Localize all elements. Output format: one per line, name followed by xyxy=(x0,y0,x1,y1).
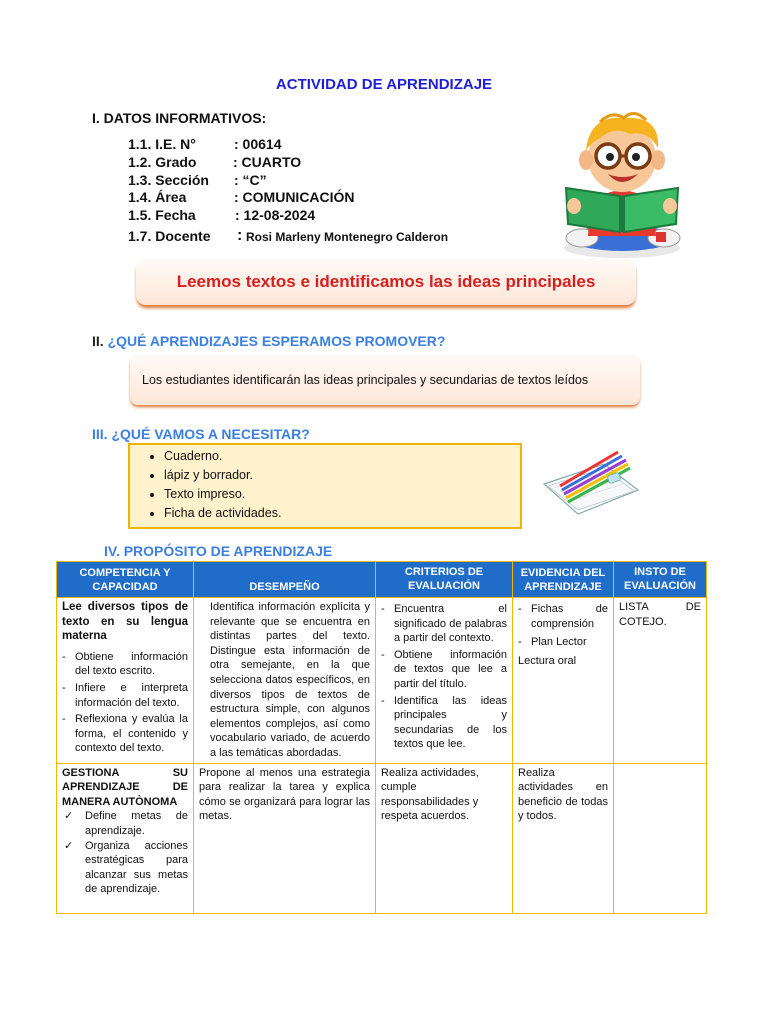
evidencia-cell: Realiza actividades en beneficio de todas y todos. xyxy=(513,763,614,913)
learning-goal-box xyxy=(130,355,640,405)
capacidades-list xyxy=(62,809,188,897)
info-label: 1.4. Área xyxy=(128,189,187,205)
notebook-pencils-illustration xyxy=(538,446,644,520)
document-title: ACTIVIDAD DE APRENDIZAJE xyxy=(275,76,493,93)
info-value: : “C” xyxy=(234,172,267,188)
info-label: 1.2. Grado xyxy=(128,154,197,170)
activity-title-banner: Leemos textos e identificamos las ideas principales xyxy=(136,259,636,305)
section-datos-heading: I. DATOS INFORMATIVOS: xyxy=(92,110,267,126)
materials-list xyxy=(130,447,520,523)
criterios-cell: Realiza actividades, cumple responsabilidades y respeta acuerdos. xyxy=(376,763,513,913)
header-instrumento: INSTO DE EVALUACIÓN xyxy=(614,562,707,598)
table-header-row xyxy=(57,562,707,598)
section-aprendizajes-heading xyxy=(92,333,445,349)
list-item: - Reflexiona y evalúa la forma, el contenido y contexto del texto. xyxy=(62,712,188,756)
section-proposito-heading: IV. PROPÓSITO DE APRENDIZAJE xyxy=(104,543,333,559)
section-title: ¿QUÉ APRENDIZAJES ESPERAMOS PROMOVER? xyxy=(107,333,446,349)
boy-reading-illustration xyxy=(560,108,684,260)
criterios-list xyxy=(381,602,507,752)
instrumento-cell: LISTA DE COTEJO. xyxy=(614,598,707,764)
list-item: - Obtiene información de textos que lee a partir del título. xyxy=(381,648,507,692)
competencia-cell xyxy=(57,598,194,764)
info-value: : COMUNICACIÓN xyxy=(234,189,355,205)
criterios-cell xyxy=(376,598,513,764)
header-competencia: COMPETENCIA Y CAPACIDAD xyxy=(57,562,194,598)
purpose-table xyxy=(56,561,707,914)
evidencias-list xyxy=(518,602,608,650)
header-criterios: CRITERIOS DE EVALUACIÓN xyxy=(376,562,513,598)
info-value: : CUARTO xyxy=(233,154,302,170)
evidencia-extra: Lectura oral xyxy=(518,654,577,667)
list-item: - Encuentra el significado de palabras a partir del contexto. xyxy=(381,602,507,646)
info-value: : 12-08-2024 xyxy=(235,207,316,223)
competencia-title: Lee diversos tipos de texto en su lengua materna xyxy=(62,601,188,643)
table-row xyxy=(57,763,707,913)
info-label: 1.5. Fecha xyxy=(128,207,196,223)
list-item: • Cuaderno. xyxy=(164,447,520,466)
list-item: - Infiere e interpreta información del texto. xyxy=(62,681,188,710)
info-value: Rosi Marleny Montenegro Calderon xyxy=(246,230,449,244)
header-evidencia: EVIDENCIA DEL APRENDIZAJE xyxy=(513,562,614,598)
list-item: - Plan Lector xyxy=(518,635,608,650)
competencia-cell xyxy=(57,763,194,913)
desempeno-cell: Identifica información explícita y relevante que se encuentra en distintas partes del texto. Distingue esta información de otra semejante, en la que selecciona datos específicos, en diversos tipos de textos de estructura simple, con algunos elementos complejos, así como vocabulario variado, de acuerdo a las temáticas abordadas. xyxy=(194,598,376,764)
info-value: : 00614 xyxy=(234,136,282,152)
table-row xyxy=(57,598,707,764)
header-desempeno: DESEMPEÑO xyxy=(194,562,376,598)
info-colon: : xyxy=(237,227,243,244)
section-title: ¿QUÉ VAMOS A NECESITAR? xyxy=(111,426,310,442)
instrumento-cell xyxy=(614,763,707,913)
section-number: II. xyxy=(92,333,104,349)
learning-goal-text: Los estudiantes identificarán las ideas principales y secundarias de textos leídos xyxy=(142,373,589,387)
capacidades-list xyxy=(62,650,188,756)
list-item: • lápiz y borrador. xyxy=(164,466,520,485)
list-item: ✓ Define metas de aprendizaje. xyxy=(62,809,188,838)
list-item: • Texto impreso. xyxy=(164,485,520,504)
list-item: • Ficha de actividades. xyxy=(164,504,520,523)
list-item: ✓ Organiza acciones estratégicas para alcanzar sus metas de aprendizaje. xyxy=(62,839,188,897)
list-item: - Fichas de comprensión xyxy=(518,602,608,631)
info-label: 1.3. Sección xyxy=(128,172,209,188)
list-item: - Identifica las ideas principales y secundarias de los textos que lee. xyxy=(381,694,507,752)
info-label: 1.1. I.E. N° xyxy=(128,136,196,152)
section-necesitar-heading xyxy=(92,426,310,442)
materials-box xyxy=(128,443,522,529)
list-item: - Obtiene información del texto escrito. xyxy=(62,650,188,679)
desempeno-cell: Propone al menos una estrategia para realizar la tarea y explica cómo se organizará para lograr las metas. xyxy=(194,763,376,913)
section-number: III. xyxy=(92,426,108,442)
competencia-title: GESTIONA SU APRENDIZAJE DE MANERA AUTÒNOMA xyxy=(62,766,188,808)
evidencia-cell xyxy=(513,598,614,764)
info-label: 1.7. Docente xyxy=(128,228,211,244)
